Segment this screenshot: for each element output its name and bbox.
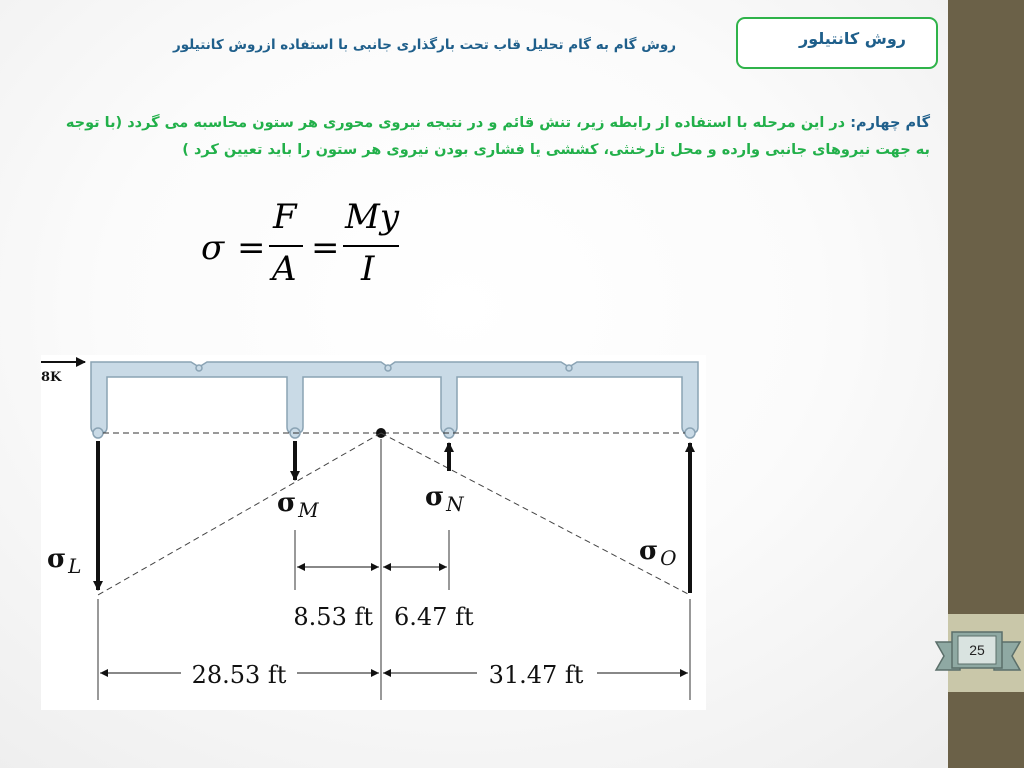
- formula-denominator-2: I: [361, 249, 375, 289]
- hinge-1: [196, 365, 202, 371]
- label-sigma-M: [277, 488, 319, 522]
- page-number-ribbon: [930, 628, 1024, 676]
- page-number: 25: [969, 642, 985, 658]
- sigma-O-symbol: σ: [639, 536, 659, 566]
- frame-beam-and-columns: [91, 362, 698, 435]
- stress-line-left: [98, 433, 381, 595]
- stress-line-right: [381, 433, 690, 595]
- load-label: 8K: [41, 370, 62, 385]
- formula-equals-1: =: [237, 228, 266, 268]
- label-sigma-N: [425, 482, 465, 516]
- label-sigma-O: [639, 536, 677, 570]
- fraction-bar-1: [269, 245, 303, 247]
- formula-numerator-1: F: [273, 197, 297, 237]
- sigma-M-symbol: σ: [277, 488, 297, 518]
- formula-equals-2: =: [311, 228, 340, 268]
- slide-subtitle: روش گام به گام تحلیل قاب تحت بارگذاری جانبی با استفاده ازروش کانتیلور: [172, 37, 676, 53]
- fraction-bar-2: [343, 245, 399, 247]
- formula-denominator-1: A: [272, 249, 297, 289]
- base-hinge-O: [685, 428, 695, 438]
- cantilever-frame-figure: [41, 355, 706, 710]
- dim-label-O: 31.47 ft: [488, 661, 584, 689]
- step-text: در این مرحله با استفاده از رابطه زیر، تنش قائم و در نتیجه نیروی محوری هر ستون محاسبه می گردد (با توجه به جهت نیروهای جانبی وارده و محل تارخنثی، کششی یا فشاری بودن نیروی هر ستون را باید تعیین کرد ): [65, 115, 930, 158]
- label-sigma-L: [47, 544, 81, 578]
- stress-formula: [195, 195, 415, 295]
- dim-label-N: 6.47 ft: [394, 603, 474, 631]
- dim-label-M: 8.53 ft: [293, 603, 373, 631]
- frame-structure: [91, 362, 698, 435]
- base-hinge-L: [93, 428, 103, 438]
- sigma-M-subscript: M: [298, 498, 319, 522]
- slide-title: روش کانتیلور: [799, 29, 906, 48]
- sigma-N-subscript: N: [446, 492, 464, 516]
- sigma-O-subscript: O: [660, 546, 677, 570]
- title-box: [736, 17, 938, 69]
- sigma-L-symbol: σ: [47, 544, 67, 574]
- step-label: گام چهارم:: [850, 115, 930, 131]
- formula-numerator-2: My: [345, 197, 400, 237]
- sigma-L-subscript: L: [68, 554, 82, 578]
- hinge-3: [566, 365, 572, 371]
- sigma-N-symbol: σ: [425, 482, 445, 512]
- hinge-2: [385, 365, 391, 371]
- dim-label-L: 28.53 ft: [191, 661, 287, 689]
- formula-sigma: σ: [201, 228, 225, 268]
- step-paragraph: [50, 110, 930, 164]
